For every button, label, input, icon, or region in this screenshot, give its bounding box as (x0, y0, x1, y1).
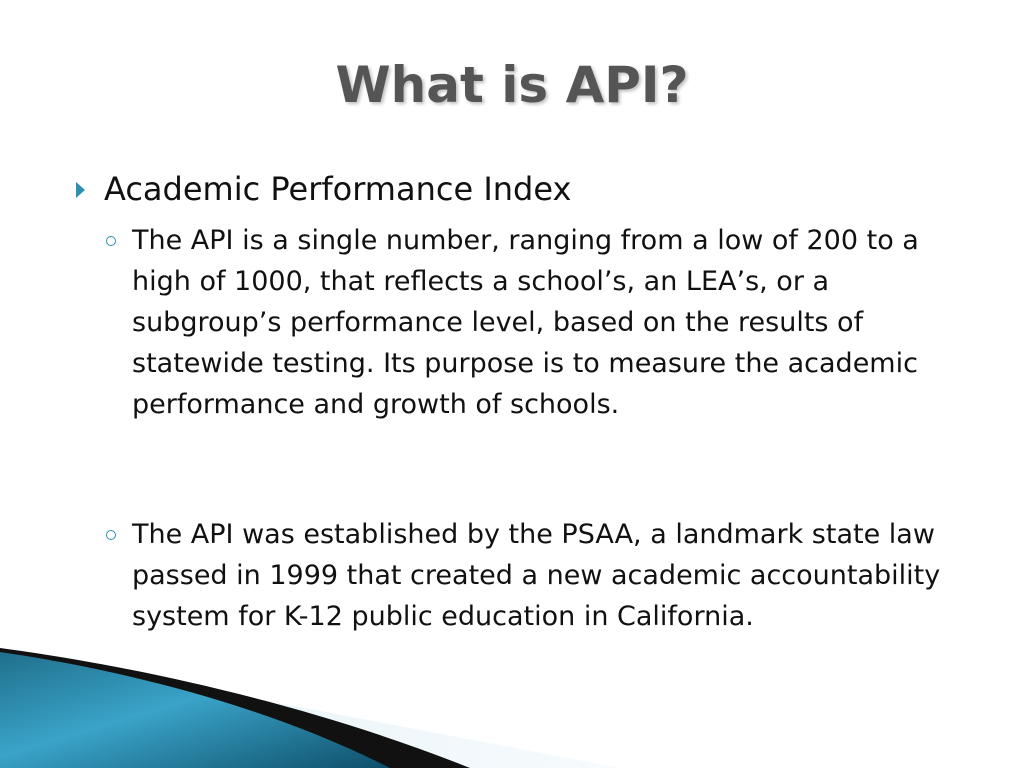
sub-bullet-definition: The API is a single number, ranging from a low of 200 to a high of 1000, that reflects a school’s, an LEA’s, or a subgroup’s performance level, based on the results of statewide testing. Its purpose is to measure the academic performance and growth of schools. (132, 225, 919, 420)
bullet-level1: Academic Performance Index (104, 170, 572, 208)
slide-title: What is API? (335, 56, 689, 114)
sub-bullet-history: The API was established by the PSAA, a landmark state law passed in 1999 that created a new academic accountability system for K-12 public education in California. (132, 519, 941, 632)
